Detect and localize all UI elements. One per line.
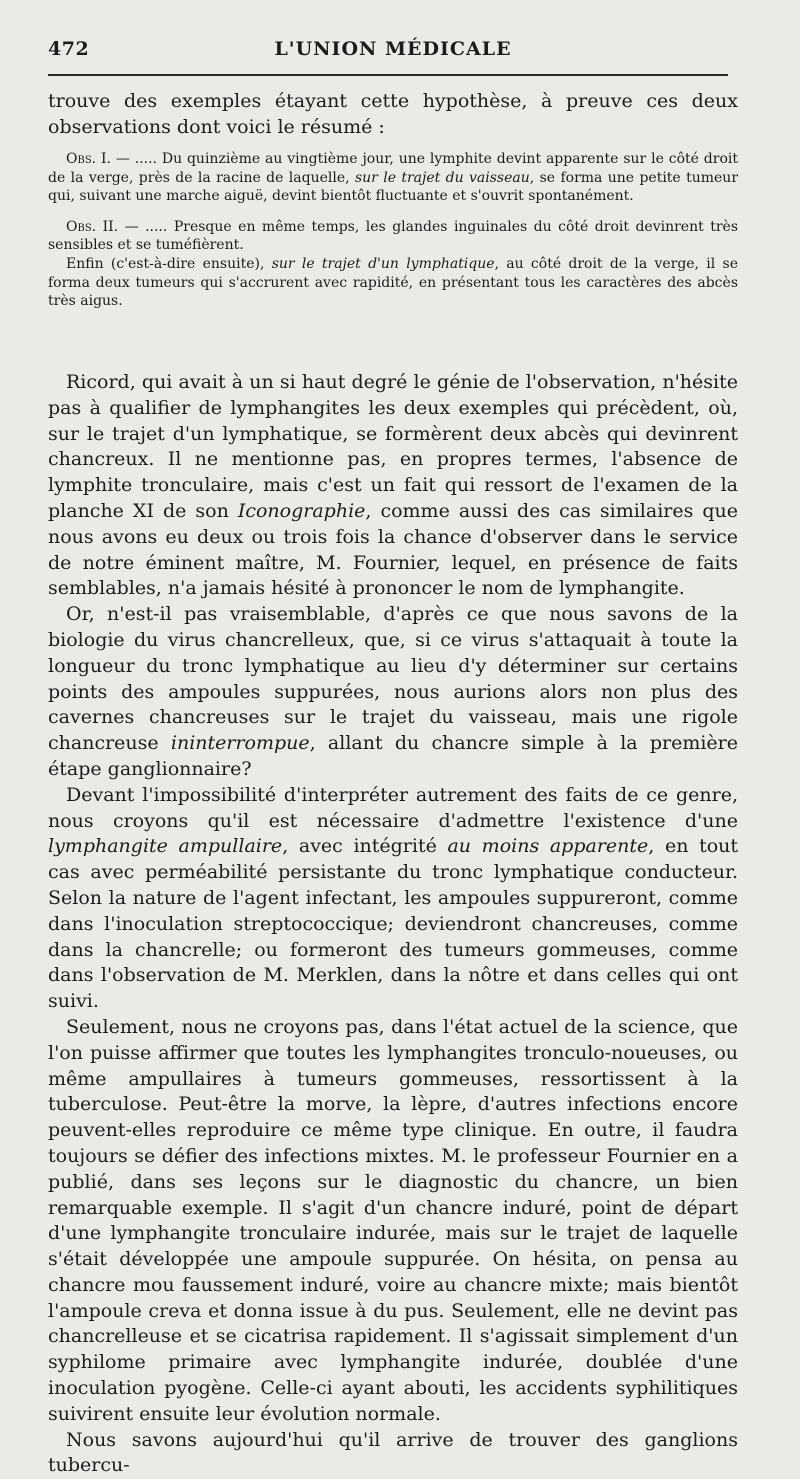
header-rule	[48, 74, 728, 76]
obs-label: Obs. I.	[66, 151, 111, 167]
obs-label: Obs. II.	[66, 218, 119, 235]
paragraph-seulement: Seulement, nous ne croyons pas, dans l'état actuel de la science, que l'on puisse affirmer que toutes les lymphangites tronculo-noueuses, ou même ampullaires à tumeurs gommeuses, ressortissent à la tuberculose. Peut-être la morve, la lèpre, d'autres infections encore peuvent-elles reproduire ce même type clinique. En outre, il faudra toujours se défier des infections mixtes. M. le professeur Fournier en a publié, dans ses leçons sur le diagnostic du chancre, un bien remarquable exemple. Il s'agit d'un chancre induré, point de départ d'une lymphangite tronculaire indurée, mais sur le trajet de laquelle s'était développée une ampoule suppurée. On hésita, on pensa au chancre mou faussement induré, voire au chancre mixte; mais bientôt l'ampoule creva et donna issue à du pus. Seulement, elle ne devint pas chancrelleuse et se cicatrisa rapidement. Il s'agissait simplement d'un syphilome primaire avec lymphangite indurée, doublée d'une inoculation pyogène. Celle-ci ayant abouti, les accidents syphilitiques suivirent ensuite leur évolution normale.	[48, 1015, 738, 1425]
page-header	[48, 38, 738, 68]
page-number: 472	[48, 38, 90, 60]
main-text	[48, 370, 738, 1479]
paragraph-ganglions: Nous savons aujourd'hui qu'il arrive de trouver des ganglions tubercu-	[48, 1428, 738, 1477]
observation-2: Obs. II. — ..... Presque en même temps, les glandes inguinales du côté droit devinrent très sensibles et se tuméfièrent.	[48, 218, 738, 254]
observation-1: Obs. I. — ..... Du quinzième au vingtième jour, une lymphite devint apparente sur le côté droit de la verge, près de la racine de laquelle, sur le trajet du vaisseau, se forma une petite tumeur qui, suivant une marche aiguë, devint bientôt fluctuante et s'ouvrit spontanément.	[48, 151, 739, 205]
observation-3: Enfin (c'est-à-dire ensuite), sur le trajet d'un lymphatique, au côté droit de la verge, il se forma deux tumeurs qui s'accrurent avec rapidité, en présentant tous les caractères des abcès très aigus.	[48, 255, 738, 310]
paragraph-ampullaire: Devant l'impossibilité d'interpréter autrement des faits de ce genre, nous croyons qu'il est nécessaire d'admettre l'existence d'une lymphangite ampullaire, avec intégrité au moins apparente, en tout cas avec perméabilité persistante du tronc lymphatique conducteur. Selon la nature de l'agent infectant, les ampoules suppureront, comme dans l'inoculation streptococcique; deviendront chancreuses, comme dans la chancrelle; ou formeront des tumeurs gommeuses, comme dans l'observation de M. Merklen, dans la nôtre et dans celles qui ont suivi.	[48, 783, 739, 1013]
observations-block	[48, 150, 738, 311]
lead-paragraph: trouve des exemples étayant cette hypothèse, à preuve ces deux observations dont voici le résumé :	[48, 90, 738, 138]
paragraph-ricord: Ricord, qui avait à un si haut degré le génie de l'observation, n'hésite pas à qualifier de lymphangites les deux exemples qui précèdent, où, sur le trajet d'un lymphatique, se formèrent deux abcès qui devinrent chancreux. Il ne mentionne pas, en propres termes, l'absence de lymphite tronculaire, mais c'est un fait qui ressort de l'examen de la planche XI de son Iconographie, comme aussi des cas similaires que nous avons eu deux ou trois fois la chance d'observer dans le service de notre éminent maître, M. Fournier, lequel, en présence de faits semblables, n'a jamais hésité à prononcer le nom de lymphangite.	[48, 371, 739, 600]
paragraph-biologie: Or, n'est-il pas vraisemblable, d'après ce que nous savons de la biologie du virus chancrelleux, que, si ce virus s'attaquait à toute la longueur du tronc lymphatique au lieu d'y déterminer sur certains points des ampoules suppurées, nous aurions alors non plus des cavernes chancreuses sur le trajet du vaisseau, mais une rigole chancreuse ininterrompue, allant du chancre simple à la première étape ganglionnaire?	[48, 603, 738, 780]
running-head: L'UNION MÉDICALE	[274, 38, 512, 60]
